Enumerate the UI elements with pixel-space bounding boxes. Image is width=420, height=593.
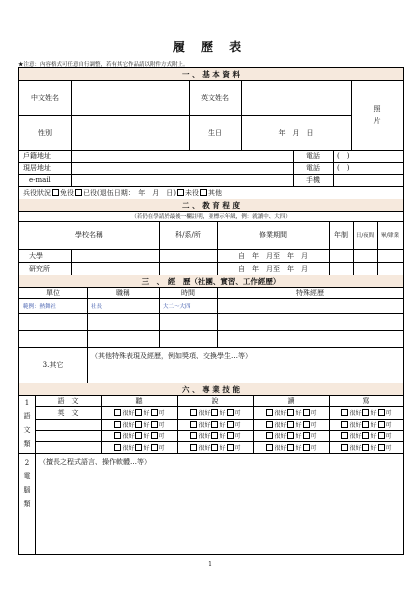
other-hint[interactable]: （其他特殊表現及經歷，例如獎項、交換學生…等）	[91, 352, 252, 360]
col-time: 時間	[181, 288, 195, 297]
gender-field[interactable]	[71, 115, 189, 150]
rating-option-label: 很好	[122, 422, 135, 429]
rating-write-checkbox[interactable]	[341, 432, 348, 439]
rating-option-label: 很好	[122, 444, 135, 452]
military-label: 兵役狀況	[23, 188, 51, 197]
rating-read-checkbox[interactable]	[303, 421, 310, 428]
rating-option-label: 很好	[274, 422, 287, 429]
rating-read-checkbox[interactable]	[303, 444, 310, 451]
birthday-field[interactable]: 年 月 日	[278, 128, 314, 137]
rating-option-label: 好	[219, 433, 226, 440]
rating-listen-checkbox[interactable]	[114, 409, 121, 416]
rating-write-checkbox[interactable]	[341, 421, 348, 428]
example-title: 社長	[91, 303, 103, 310]
photo-box[interactable]	[351, 80, 403, 150]
rating-option-label: 很好	[198, 433, 211, 440]
rating-option-label: 很好	[198, 422, 211, 429]
rating-option-label: 好	[143, 433, 150, 440]
rating-group-listen-row4	[101, 441, 177, 453]
rating-speak-checkbox[interactable]	[227, 409, 234, 416]
computer-label: 電 腦 類	[23, 472, 31, 508]
rating-group-speak-row3	[177, 430, 253, 441]
edu-row-graduate-period[interactable]: 自 年 月至 年 月	[238, 264, 308, 273]
rating-write-checkbox[interactable]	[341, 444, 348, 451]
birthday-label: 生日	[208, 128, 222, 137]
rating-option-label: 很好	[274, 410, 287, 417]
current-address-field[interactable]	[71, 162, 293, 174]
rating-listen-checkbox[interactable]	[151, 444, 158, 451]
computer-num: 2	[24, 459, 30, 467]
rating-option-label: 很好	[349, 444, 362, 452]
rating-option-label: 好	[143, 422, 150, 429]
page-number: 1	[208, 561, 212, 568]
rating-group-listen-row2	[101, 419, 177, 430]
email-label: e-mail	[29, 176, 51, 184]
rating-write-checkbox[interactable]	[362, 444, 369, 451]
rating-option-label: 可	[310, 410, 317, 417]
rating-speak-checkbox[interactable]	[227, 432, 234, 439]
rating-write-checkbox[interactable]	[341, 409, 348, 416]
registered-address-label: 戶籍地址	[23, 152, 51, 160]
military-served-checkbox[interactable]	[75, 189, 82, 196]
col-period: 修業期間	[259, 231, 287, 239]
rating-write-checkbox[interactable]	[362, 421, 369, 428]
rating-group-write-row3	[329, 430, 403, 441]
current-address-label: 現居地址	[23, 164, 51, 172]
mobile-label: 手機	[306, 176, 320, 184]
phone-field-2[interactable]: ( )	[337, 164, 350, 172]
col-school: 學校名稱	[75, 231, 103, 239]
computer-hint[interactable]: （擅長之程式語言、操作軟體…等）	[39, 458, 151, 466]
rating-option-label: 可	[234, 433, 241, 440]
col-dept: 科/系/所	[175, 231, 201, 239]
section1-heading: 一 、 基 本 資 料	[19, 68, 403, 80]
rating-option-label: 可	[234, 410, 241, 417]
rating-option-label: 很好	[198, 444, 211, 452]
col-speak: 說	[211, 396, 219, 405]
military-not-served-checkbox[interactable]	[177, 189, 184, 196]
rating-option-label: 可	[385, 410, 392, 417]
rating-option-label: 很好	[349, 422, 362, 429]
rating-option-label: 好	[295, 410, 302, 417]
rating-read-checkbox[interactable]	[287, 444, 294, 451]
edu-row-graduate-label: 研究所	[29, 264, 50, 273]
gender-label: 性別	[38, 128, 52, 137]
rating-group-read-row4	[253, 441, 329, 453]
rating-listen-checkbox[interactable]	[151, 432, 158, 439]
rating-option-label: 可	[385, 422, 392, 429]
rating-option-label: 好	[370, 433, 377, 440]
rating-write-checkbox[interactable]	[378, 444, 385, 451]
rating-listen-checkbox[interactable]	[114, 444, 121, 451]
resume-form	[18, 67, 404, 555]
rating-option-label: 好	[295, 444, 302, 452]
edu-row-university-period[interactable]: 自 年 月至 年 月	[238, 251, 308, 260]
page-title: 履 歷 表	[172, 40, 248, 54]
col-system: 年制	[334, 231, 348, 239]
rating-listen-checkbox[interactable]	[151, 409, 158, 416]
rating-read-checkbox[interactable]	[287, 432, 294, 439]
military-option-exempt: 免役	[60, 188, 74, 197]
col-grad: 畢/肄業	[380, 233, 400, 239]
rating-read-checkbox[interactable]	[266, 421, 273, 428]
example-unit: 範例：熱舞社	[23, 303, 57, 310]
rating-group-read-row3	[253, 430, 329, 441]
col-daynight: 日/夜間	[355, 233, 375, 239]
rating-speak-checkbox[interactable]	[211, 409, 218, 416]
rating-read-checkbox[interactable]	[266, 444, 273, 451]
rating-option-label: 很好	[198, 410, 211, 417]
col-listen: 聽	[135, 396, 143, 405]
rating-option-label: 可	[158, 422, 165, 429]
rating-option-label: 很好	[274, 444, 287, 452]
rating-listen-checkbox[interactable]	[135, 421, 142, 428]
col-read: 讀	[287, 396, 295, 405]
section2-subnote: （若仍在學請於最後一欄註明，並標示年級，例：就讀中、大四）	[131, 214, 291, 220]
rating-option-label: 可	[310, 444, 317, 452]
language-category	[19, 395, 35, 453]
rating-option-label: 好	[370, 410, 377, 417]
rating-option-label: 很好	[122, 410, 135, 417]
rating-option-label: 可	[385, 444, 392, 452]
rating-write-checkbox[interactable]	[378, 432, 385, 439]
rating-option-label: 可	[385, 433, 392, 440]
rating-option-label: 好	[143, 444, 150, 452]
language-num: 1	[24, 399, 30, 407]
phone-label-2: 電話	[306, 164, 320, 172]
other-label: 3.其它	[42, 361, 64, 369]
rating-write-checkbox[interactable]	[378, 409, 385, 416]
rating-option-label: 好	[295, 433, 302, 440]
military-exempt-checkbox[interactable]	[52, 189, 59, 196]
rating-option-label: 可	[158, 410, 165, 417]
military-option-served: 已役(退伍日期： 年 月 日)	[83, 188, 176, 197]
rating-write-checkbox[interactable]	[362, 432, 369, 439]
english-label: 英 文	[57, 408, 79, 417]
rating-listen-checkbox[interactable]	[135, 432, 142, 439]
photo-label-1: 照	[373, 105, 381, 113]
edu-row-university-label: 大學	[29, 251, 43, 260]
rating-option-label: 很好	[349, 410, 362, 417]
notice-text: ★注意：內容格式可任意自行調整，若有其它作品請以附件方式附上。	[18, 62, 189, 68]
rating-listen-checkbox[interactable]	[135, 444, 142, 451]
rating-group-speak-row4	[177, 441, 253, 453]
rating-read-checkbox[interactable]	[303, 432, 310, 439]
rating-group-speak-row1	[177, 406, 253, 419]
rating-group-read-row2	[253, 419, 329, 430]
mobile-field[interactable]	[333, 174, 403, 186]
rating-listen-checkbox[interactable]	[114, 421, 121, 428]
military-other-checkbox[interactable]	[200, 189, 207, 196]
section3-heading: 三 、 經 歷（社團、實習、工作經歷）	[19, 275, 403, 287]
rating-option-label: 很好	[122, 433, 135, 440]
rating-speak-checkbox[interactable]	[190, 421, 197, 428]
rating-speak-checkbox[interactable]	[211, 444, 218, 451]
rating-group-write-row4	[329, 441, 403, 453]
english-name-label: 英文姓名	[201, 93, 229, 102]
military-option-not-served: 未役	[184, 188, 199, 197]
registered-address-field[interactable]	[71, 150, 293, 162]
rating-read-checkbox[interactable]	[287, 409, 294, 416]
col-write: 寫	[362, 396, 370, 405]
rating-read-checkbox[interactable]	[266, 432, 273, 439]
rating-write-checkbox[interactable]	[378, 421, 385, 428]
rating-listen-checkbox[interactable]	[135, 409, 142, 416]
section2-heading: 二 、 教 育 程 度	[19, 199, 403, 211]
rating-group-speak-row2	[177, 419, 253, 430]
col-language: 語 文	[57, 396, 79, 405]
rating-option-label: 可	[310, 433, 317, 440]
rating-group-write-row2	[329, 419, 403, 430]
military-row	[19, 186, 403, 199]
rating-speak-checkbox[interactable]	[190, 409, 197, 416]
military-option-other: 其他	[207, 188, 222, 197]
rating-option-label: 很好	[274, 433, 287, 440]
rating-speak-checkbox[interactable]	[227, 444, 234, 451]
english-name-field[interactable]	[241, 80, 351, 115]
rating-listen-checkbox[interactable]	[114, 432, 121, 439]
rating-speak-checkbox[interactable]	[211, 432, 218, 439]
language-label: 語 文 類	[23, 412, 31, 448]
rating-write-checkbox[interactable]	[362, 409, 369, 416]
rating-option-label: 可	[234, 444, 241, 452]
rating-speak-checkbox[interactable]	[190, 432, 197, 439]
rating-read-checkbox[interactable]	[266, 409, 273, 416]
rating-option-label: 好	[295, 422, 302, 429]
phone-field-1[interactable]: ( )	[337, 152, 350, 160]
rating-speak-checkbox[interactable]	[211, 421, 218, 428]
photo-label-2: 片	[373, 117, 381, 125]
rating-option-label: 好	[370, 444, 377, 452]
rating-group-read-row1	[253, 406, 329, 419]
rating-read-checkbox[interactable]	[287, 421, 294, 428]
rating-speak-checkbox[interactable]	[190, 444, 197, 451]
rating-option-label: 可	[234, 422, 241, 429]
rating-option-label: 好	[143, 410, 150, 417]
rating-listen-checkbox[interactable]	[151, 421, 158, 428]
rating-option-label: 好	[370, 422, 377, 429]
rating-option-label: 很好	[349, 433, 362, 440]
email-field[interactable]	[71, 174, 293, 186]
rating-option-label: 可	[158, 444, 165, 452]
phone-label-1: 電話	[306, 152, 320, 160]
rating-option-label: 可	[310, 422, 317, 429]
section6-heading: 六 、 專 業 技 能	[19, 383, 403, 395]
rating-group-write-row1	[329, 406, 403, 419]
rating-group-listen-row1	[101, 406, 177, 419]
chinese-name-field[interactable]	[71, 80, 189, 115]
rating-option-label: 好	[219, 444, 226, 452]
col-special: 特殊經歷	[296, 288, 324, 297]
example-time: 大二～大四	[163, 303, 191, 310]
chinese-name-label: 中文姓名	[31, 93, 59, 102]
rating-group-listen-row3	[101, 430, 177, 441]
computer-category	[19, 453, 35, 513]
col-job-title: 職稱	[116, 288, 130, 297]
rating-speak-checkbox[interactable]	[227, 421, 234, 428]
rating-option-label: 可	[158, 433, 165, 440]
rating-option-label: 好	[219, 410, 226, 417]
col-unit: 單位	[46, 288, 60, 297]
rating-read-checkbox[interactable]	[303, 409, 310, 416]
rating-option-label: 好	[219, 422, 226, 429]
